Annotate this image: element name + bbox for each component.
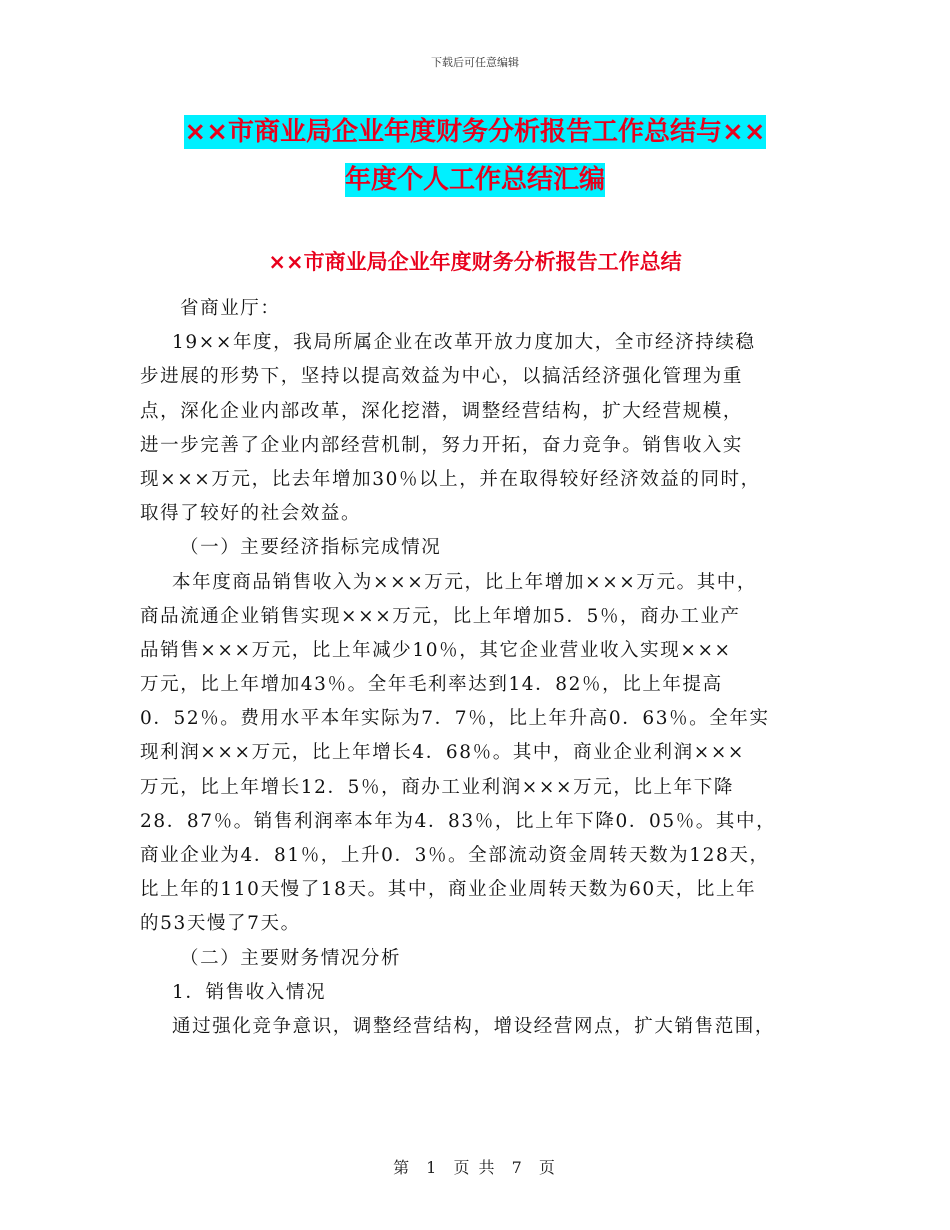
paragraph-line: 商业企业为4．81％，上升0．3％。全部流动资金周转天数为128天， [140,845,770,866]
footer-prefix: 第 [393,1158,412,1177]
section-heading-2: （二）主要财务情况分析 [180,947,402,969]
paragraph-line: 本年度商品销售收入为×××万元，比上年增加×××万元。其中， [172,571,758,593]
title-line-2: 年度个人工作总结汇编 [344,165,605,195]
document-body [140,292,820,1044]
section-heading-1: （一）主要经济指标完成情况 [180,537,442,559]
footer-total-pages: 7 [511,1158,524,1177]
subsection-heading: 1．销售收入情况 [172,981,327,1003]
paragraph-line: 万元，比上年增长12．5％，商办工业利润×××万元，比上年下降 [140,776,734,798]
footer-middle: 页 共 [453,1158,497,1177]
paragraph-line: 0．52％。费用水平本年实际为7．7％，比上年升高0．63％。全年实 [140,708,770,730]
paragraph-line: 取得了较好的社会效益。 [140,503,362,525]
footer-suffix: 页 [538,1158,557,1177]
paragraph-line: 通过强化竞争意识，调整经营结构，增设经营网点，扩大销售范围， [172,1015,776,1037]
paragraph-line: 商品流通企业销售实现×××万元，比上年增加5．5％，商办工业产 [140,605,741,627]
footer-page-number: 1 [426,1158,439,1177]
paragraph-line: 28．87％。销售利润率本年为4．83％，比上年下降0．05％。其中， [140,810,777,832]
title-line-1: ××市商业局企业年度财务分析报告工作总结与×× [184,117,766,147]
salutation: 省商业厅： [180,298,281,319]
paragraph-line: 的53天慢了7天。 [140,913,301,935]
paragraph-line: 比上年的110天慢了18天。其中，商业企业周转天数为60天，比上年 [140,879,757,901]
paragraph-line: 19××年度，我局所属企业在改革开放力度加大，全市经济持续稳 [172,332,756,354]
paragraph-line: 点，深化企业内部改革，深化挖潜，调整经营结构，扩大经营规模， [140,400,744,422]
section-title: ××市商业局企业年度财务分析报告工作总结 [268,250,682,274]
paragraph-line: 现利润×××万元，比上年增长4．68％。其中，商业企业利润××× [140,742,746,764]
header-note: 下载后可任意编辑 [431,56,519,69]
document-title [0,108,950,204]
paragraph-line: 进一步完善了企业内部经营机制，努力开拓，奋力竞争。销售收入实 [140,434,744,456]
paragraph-line: 步进展的形势下，坚持以提高效益为中心，以搞活经济强化管理为重 [140,366,744,388]
paragraph-line: 品销售×××万元，比上年减少10％，其它企业营业收入实现××× [140,639,732,661]
paragraph-line: 万元，比上年增加43％。全年毛利率达到14．82％，比上年提高 [140,674,723,696]
paragraph-line: 现×××万元，比去年增加30％以上，并在取得较好经济效益的同时， [140,468,761,490]
page-footer [0,1155,950,1178]
